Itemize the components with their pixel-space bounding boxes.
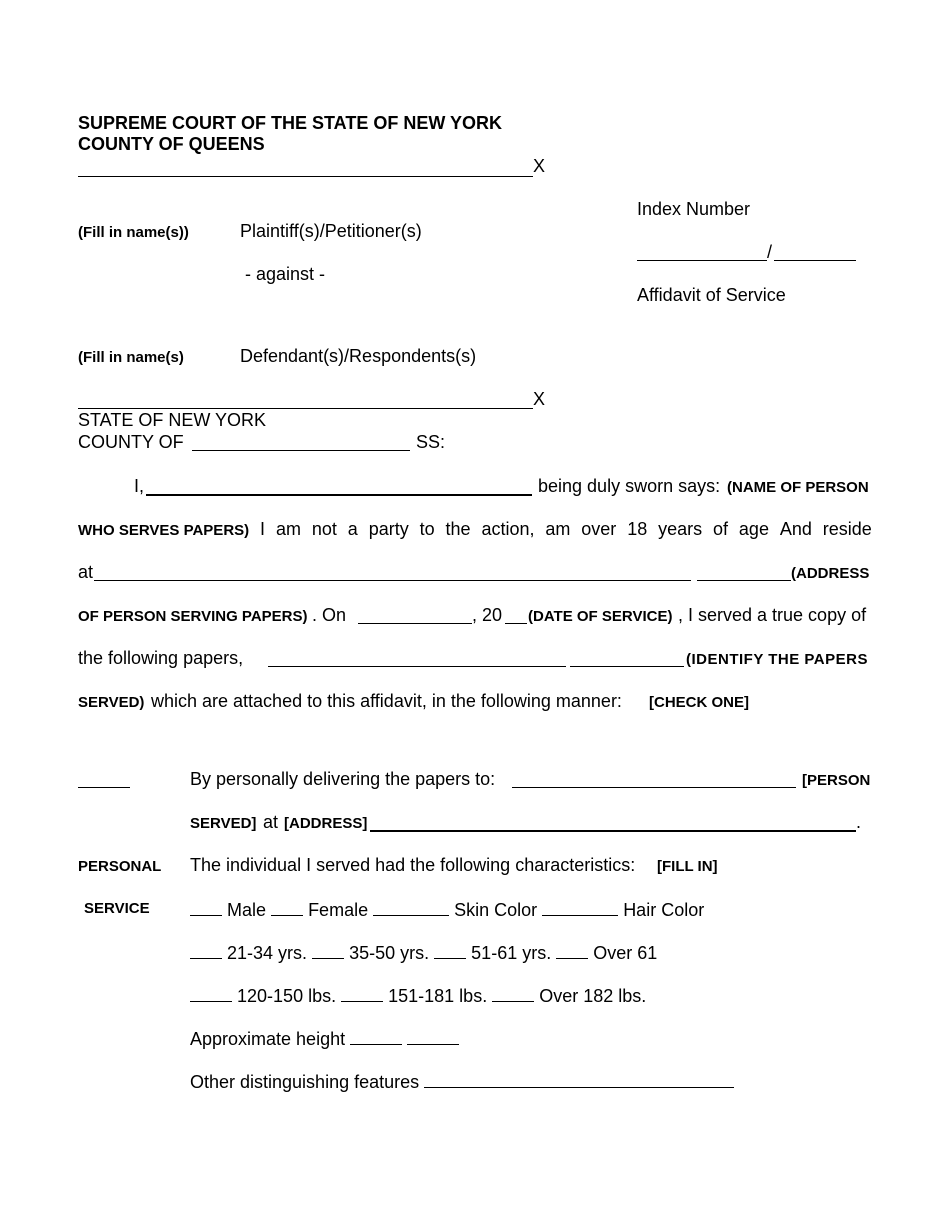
height-inches-field[interactable]	[407, 1026, 459, 1045]
word: reside	[822, 519, 872, 539]
papers-field[interactable]	[268, 666, 566, 667]
word: age	[738, 519, 769, 539]
sworn-text: being duly sworn says:	[538, 476, 721, 496]
weight-120-150-checkbox[interactable]	[190, 983, 232, 1002]
address-bracket-note: [ADDRESS]	[284, 815, 368, 832]
skin-color-field[interactable]	[373, 897, 449, 916]
caption-bottom-x: X	[533, 389, 546, 409]
hair-color-label: Hair Color	[623, 900, 705, 920]
against-label: - against -	[245, 264, 326, 284]
served-note: SERVED)	[78, 694, 145, 711]
plaintiff-label: Plaintiff(s)/Petitioner(s)	[240, 221, 422, 241]
venue-county-label: COUNTY OF	[78, 432, 184, 452]
age-35-50-label: 35-50 yrs.	[349, 943, 430, 963]
features-field[interactable]	[424, 1069, 734, 1088]
caption-bottom-rule	[78, 408, 533, 409]
word: not	[311, 519, 337, 539]
age-21-34-checkbox[interactable]	[190, 940, 222, 959]
fill-names-plaintiff: (Fill in name(s))	[78, 224, 189, 241]
weight-120-150-label: 120-150 lbs.	[237, 986, 337, 1006]
papers-field-2[interactable]	[570, 666, 684, 667]
who-serves-note: WHO SERVES PAPERS)	[78, 522, 250, 539]
attached-text: which are attached to this affidavit, in the following manner:	[151, 691, 622, 711]
age-35-50-checkbox[interactable]	[312, 940, 344, 959]
person-note: [PERSON	[802, 772, 871, 789]
word: a	[347, 519, 358, 539]
venue-county-field[interactable]	[192, 450, 410, 451]
service-date-field[interactable]	[358, 623, 472, 624]
weight-151-181-label: 151-181 lbs.	[388, 986, 488, 1006]
female-label: Female	[308, 900, 369, 920]
word: am	[275, 519, 301, 539]
word: action,	[481, 519, 535, 539]
index-number-label: Index Number	[637, 199, 751, 219]
characteristics-text: The individual I served had the following characteristics:	[190, 855, 636, 875]
age-51-61-checkbox[interactable]	[434, 940, 466, 959]
word: over	[581, 519, 617, 539]
female-checkbox[interactable]	[271, 897, 303, 916]
word: years	[658, 519, 703, 539]
skin-color-label: Skin Color	[454, 900, 538, 920]
affidavit-title: Affidavit of Service	[637, 285, 786, 305]
defendant-label: Defendant(s)/Respondents(s)	[240, 346, 477, 366]
name-of-person-note: (NAME OF PERSON	[727, 479, 869, 496]
word: of	[713, 519, 729, 539]
index-number-field-2[interactable]	[774, 260, 856, 261]
characteristics-row-4	[190, 1026, 459, 1050]
index-number-field-1[interactable]	[637, 260, 767, 261]
i-label: I,	[134, 476, 145, 496]
characteristics-row-1	[190, 897, 704, 921]
hair-color-field[interactable]	[542, 897, 618, 916]
residence-address-field-2[interactable]	[697, 580, 791, 581]
address-note: (ADDRESS	[791, 565, 870, 582]
index-slash: /	[767, 242, 773, 262]
caption-top-rule	[78, 176, 533, 177]
features-label: Other distinguishing features	[190, 1072, 420, 1092]
word: party	[368, 519, 409, 539]
served-bracket-note: SERVED]	[190, 815, 257, 832]
service-year-field[interactable]	[505, 623, 527, 624]
male-label: Male	[227, 900, 267, 920]
on-label: . On	[312, 605, 347, 625]
age-51-61-label: 51-61 yrs.	[471, 943, 552, 963]
male-checkbox[interactable]	[190, 897, 222, 916]
paragraph-line-2	[78, 519, 872, 540]
personal-label: PERSONAL	[78, 858, 162, 875]
person-serving-note: OF PERSON SERVING PAPERS)	[78, 608, 308, 625]
word: I	[260, 519, 266, 539]
age-over-61-checkbox[interactable]	[556, 940, 588, 959]
characteristics-row-2	[190, 940, 657, 964]
year-prefix: , 20	[472, 605, 503, 625]
word: And	[779, 519, 812, 539]
characteristics-row-3	[190, 983, 646, 1007]
weight-over-182-label: Over 182 lbs.	[539, 986, 647, 1006]
following-papers-label: the following papers,	[78, 648, 244, 668]
served-copy-text: , I served a true copy of	[678, 605, 867, 625]
fill-names-defendant: (Fill in name(s)	[78, 349, 184, 366]
height-feet-field[interactable]	[350, 1026, 402, 1045]
residence-address-field[interactable]	[94, 580, 691, 581]
age-over-61-label: Over 61	[593, 943, 658, 963]
at-label-2: at	[263, 812, 279, 832]
venue-ss: SS:	[416, 432, 446, 452]
delivering-text: By personally delivering the papers to:	[190, 769, 496, 789]
word: to	[419, 519, 435, 539]
weight-over-182-checkbox[interactable]	[492, 983, 534, 1002]
at-label: at	[78, 562, 94, 582]
weight-151-181-checkbox[interactable]	[341, 983, 383, 1002]
check-one-note: [CHECK ONE]	[649, 694, 749, 711]
caption-top-x: X	[533, 156, 546, 176]
word: am	[545, 519, 571, 539]
address-period: .	[856, 812, 862, 832]
venue-state: STATE OF NEW YORK	[78, 410, 267, 430]
age-21-34-label: 21-34 yrs.	[227, 943, 308, 963]
word: 18	[627, 519, 648, 539]
word: the	[445, 519, 471, 539]
court-name: SUPREME COURT OF THE STATE OF NEW YORK	[78, 113, 503, 133]
fill-in-note: [FILL IN]	[657, 858, 718, 875]
server-name-field[interactable]	[146, 494, 532, 496]
identify-papers-note: (IDENTIFY THE PAPERS	[686, 651, 868, 668]
service-label: SERVICE	[84, 900, 150, 917]
characteristics-row-5	[190, 1069, 734, 1093]
height-label: Approximate height	[190, 1029, 346, 1049]
date-of-service-note: (DATE OF SERVICE)	[528, 608, 673, 625]
court-county: COUNTY OF QUEENS	[78, 134, 265, 154]
personal-service-checkbox[interactable]	[78, 787, 130, 788]
person-served-field[interactable]	[512, 787, 796, 788]
served-address-field[interactable]	[370, 830, 856, 832]
